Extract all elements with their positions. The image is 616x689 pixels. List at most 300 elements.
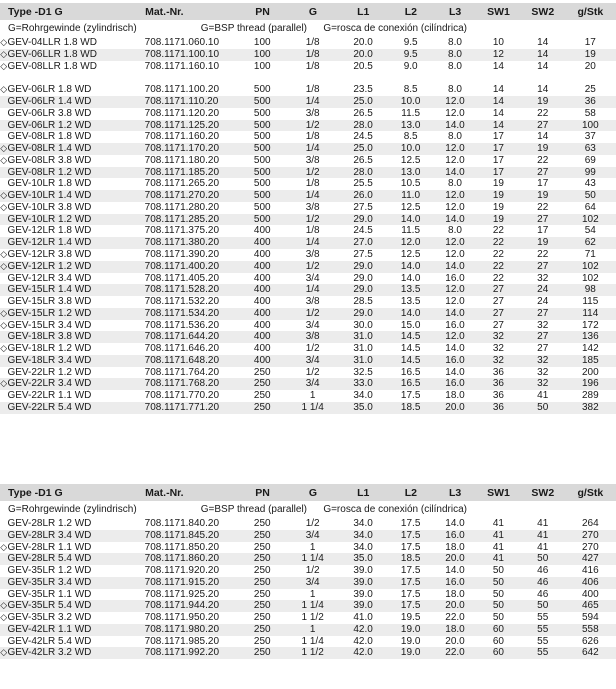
cell-sw1: 27 <box>492 307 504 319</box>
cell-l2: 17.5 <box>400 576 421 588</box>
cell-type: GEV-10LR 1.2 WD <box>7 213 92 225</box>
cell-sw2: 17 <box>537 178 549 190</box>
cell-l1: 25.0 <box>353 96 373 108</box>
cell-l1: 28.5 <box>353 296 373 308</box>
table-row <box>0 296 616 308</box>
diamond-marker-icon: ◇ <box>0 612 8 623</box>
cell-type: GEV-22LR 1.2 WD <box>7 366 92 378</box>
cell-sw2: 22 <box>537 107 549 119</box>
cell-pn: 500 <box>253 131 271 143</box>
cell-pn: 100 <box>253 60 271 72</box>
cell-g: 1 1/4 <box>301 635 324 647</box>
cell-type: GEV-15LR 3.8 WD <box>7 296 92 308</box>
cell-g: 1/8 <box>305 225 320 237</box>
cell-g-stk: 25 <box>584 84 596 96</box>
cell-sw2: 41 <box>537 518 549 529</box>
cell-mat-nr: 708.1171.528.20 <box>144 284 220 296</box>
cell-mat-nr: 708.1171.265.20 <box>144 178 220 190</box>
cell-pn: 100 <box>253 48 271 60</box>
cell-mat-nr: 708.1171.110.20 <box>144 96 219 108</box>
cell-l1: 30.0 <box>353 319 373 331</box>
cell-sw1: 27 <box>492 284 504 296</box>
cell-mat-nr: 708.1171.644.20 <box>144 331 220 343</box>
cell-sw2: 46 <box>537 588 549 600</box>
table-body-group-a <box>0 37 616 72</box>
cell-pn: 400 <box>253 249 271 261</box>
cell-sw1: 36 <box>492 378 504 390</box>
cell-type: GEV-10LR 3.8 WD <box>7 201 92 213</box>
cell-l1: 26.5 <box>353 154 373 166</box>
cell-mat-nr: 708.1171.771.20 <box>144 401 220 413</box>
cell-l1: 39.0 <box>353 565 373 577</box>
cell-g-stk: 626 <box>581 635 599 647</box>
cell-l2: 16.5 <box>400 366 421 378</box>
cell-l3: 12.0 <box>445 284 465 296</box>
cell-g-stk: 264 <box>581 518 599 529</box>
cell-l3: 12.0 <box>445 107 465 119</box>
cell-type: GEV-42LR 3.2 WD <box>7 647 92 659</box>
cell-g: 3/4 <box>305 576 320 588</box>
cell-g-stk: 100 <box>581 119 599 131</box>
cell-sw2: 27 <box>537 260 549 272</box>
cell-l2: 18.5 <box>400 553 421 565</box>
cell-l1: 31.0 <box>353 354 373 366</box>
cell-l3: 12.0 <box>445 143 465 155</box>
cell-l2: 10.0 <box>400 96 421 108</box>
diamond-marker-icon: ◇ <box>0 84 8 95</box>
table-row <box>0 178 616 190</box>
cell-g-stk: 64 <box>584 201 596 213</box>
table-header <box>0 3 616 20</box>
cell-g: 3/8 <box>305 154 320 166</box>
table-subheader <box>0 501 616 518</box>
cell-l3: 16.0 <box>445 576 465 588</box>
table-row <box>0 237 616 249</box>
cell-sw2: 32 <box>537 354 549 366</box>
diamond-marker-icon: ◇ <box>0 307 8 318</box>
cell-l1: 28.0 <box>353 119 373 131</box>
cell-l2: 14.0 <box>400 272 421 284</box>
cell-g: 1/8 <box>305 60 320 72</box>
cell-g: 1 1/2 <box>301 647 324 659</box>
cell-pn: 500 <box>253 190 271 202</box>
cell-l3: 16.0 <box>445 529 465 541</box>
cell-l1: 29.0 <box>353 307 373 319</box>
cell-l3: 14.0 <box>445 307 465 319</box>
cell-mat-nr: 708.1171.375.20 <box>144 225 220 237</box>
cell-type: GEV-28LR 1.2 WD <box>7 518 92 529</box>
cell-pn: 250 <box>253 366 271 378</box>
table-row <box>0 600 616 612</box>
cell-sw2: 27 <box>537 331 549 343</box>
cell-g-stk: 102 <box>581 213 599 225</box>
cell-l2: 8.5 <box>403 84 418 96</box>
cell-l1: 24.5 <box>353 131 373 143</box>
cell-mat-nr: 708.1171.160.20 <box>144 131 220 143</box>
cell-l3: 12.0 <box>445 96 465 108</box>
table-row <box>0 155 616 167</box>
cell-mat-nr: 708.1171.180.20 <box>144 154 220 166</box>
cell-l3: 12.0 <box>445 190 465 202</box>
cell-type: GEV-22LR 1.1 WD <box>7 390 92 402</box>
cell-l3: 8.0 <box>448 37 462 48</box>
table-body-group-b <box>0 84 616 413</box>
table-header <box>0 484 616 501</box>
cell-sw2: 24 <box>537 296 549 308</box>
cell-sw1: 50 <box>492 576 504 588</box>
cell-sw2: 50 <box>537 401 549 413</box>
cell-g-stk: 99 <box>584 166 596 178</box>
cell-l3: 18.0 <box>445 623 465 635</box>
table-row <box>0 530 616 542</box>
cell-g: 1/2 <box>305 366 320 378</box>
cell-l2: 14.0 <box>400 307 421 319</box>
cell-type: GEV-18LR 3.4 WD <box>7 354 92 366</box>
header-l1: L1 <box>357 486 370 499</box>
cell-l2: 17.5 <box>400 541 421 553</box>
cell-l1: 35.0 <box>353 401 373 413</box>
table-row <box>0 636 616 648</box>
cell-type: GEV-15LR 3.4 WD <box>7 319 92 331</box>
cell-g-stk: 115 <box>582 296 599 308</box>
cell-l1: 34.0 <box>353 518 373 529</box>
cell-l1: 27.0 <box>353 237 373 249</box>
header-sw2: SW2 <box>531 5 555 18</box>
header-l3: L3 <box>448 5 462 18</box>
cell-sw2: 19 <box>537 96 549 108</box>
cell-mat-nr: 708.1171.768.20 <box>144 378 220 390</box>
cell-sw1: 27 <box>492 296 504 308</box>
header-pn: PN <box>255 486 270 499</box>
cell-type: GEV-06LLR 1.8 WD <box>7 48 97 60</box>
cell-sw2: 32 <box>537 378 549 390</box>
cell-sw2: 46 <box>537 565 549 577</box>
cell-pn: 500 <box>253 119 271 131</box>
cell-l1: 39.0 <box>353 588 373 600</box>
cell-pn: 250 <box>253 623 271 635</box>
header-mat-nr: Mat.-Nr. <box>145 486 184 499</box>
cell-g-stk: 142 <box>581 343 599 355</box>
cell-g-stk: 270 <box>581 541 599 553</box>
table-row <box>0 308 616 320</box>
cell-sw2: 27 <box>537 166 549 178</box>
cell-mat-nr: 708.1171.646.20 <box>144 343 220 355</box>
cell-mat-nr: 708.1171.380.20 <box>144 237 220 249</box>
cell-g-stk: 69 <box>584 154 596 166</box>
cell-sw2: 27 <box>537 119 549 131</box>
cell-pn: 500 <box>253 154 271 166</box>
cell-pn: 500 <box>253 178 271 190</box>
cell-g-stk: 270 <box>581 529 599 541</box>
cell-l2: 17.5 <box>400 600 421 612</box>
cell-mat-nr: 708.1171.160.10 <box>144 60 220 72</box>
cell-pn: 500 <box>253 107 271 119</box>
cell-sw2: 55 <box>537 612 549 624</box>
cell-mat-nr: 708.1171.125.20 <box>144 119 220 131</box>
subheader-en: G=BSP thread (parallel) <box>200 23 307 34</box>
cell-sw1: 19 <box>492 201 504 213</box>
cell-mat-nr: 708.1171.100.10 <box>144 48 220 60</box>
cell-mat-nr: 708.1171.915.20 <box>144 576 220 588</box>
cell-sw2: 19 <box>537 237 549 249</box>
cell-l3: 18.0 <box>445 541 465 553</box>
cell-l3: 16.0 <box>445 378 465 390</box>
table-row <box>0 553 616 565</box>
cell-mat-nr: 708.1171.120.20 <box>144 107 220 119</box>
cell-sw1: 41 <box>492 541 504 553</box>
cell-sw2: 32 <box>537 366 549 378</box>
cell-sw1: 50 <box>492 565 504 577</box>
cell-l3: 16.0 <box>445 319 465 331</box>
cell-sw2: 22 <box>537 201 549 213</box>
cell-l3: 14.0 <box>445 343 465 355</box>
cell-l2: 14.0 <box>400 213 421 225</box>
cell-pn: 400 <box>253 272 271 284</box>
table-row <box>0 120 616 132</box>
cell-l1: 29.0 <box>353 272 373 284</box>
cell-g: 3/4 <box>305 272 320 284</box>
table-row <box>0 108 616 120</box>
subheader-de: G=Rohrgewinde (zylindrisch) <box>8 23 137 34</box>
cell-mat-nr: 708.1171.764.20 <box>144 366 220 378</box>
cell-mat-nr: 708.1171.985.20 <box>144 635 220 647</box>
cell-sw1: 19 <box>492 213 504 225</box>
cell-sw1: 60 <box>492 623 504 635</box>
cell-l3: 20.0 <box>445 635 465 647</box>
table-section-2 <box>0 484 616 659</box>
cell-l3: 8.0 <box>448 48 462 60</box>
cell-l3: 12.0 <box>445 154 465 166</box>
cell-l3: 20.0 <box>445 600 465 612</box>
diamond-marker-icon: ◇ <box>0 201 8 212</box>
cell-l3: 18.0 <box>445 390 465 402</box>
group-spacer <box>0 72 616 84</box>
cell-l1: 29.0 <box>353 260 373 272</box>
header-g: G <box>308 486 317 499</box>
cell-pn: 250 <box>253 588 271 600</box>
cell-g: 1/4 <box>305 143 320 155</box>
cell-l1: 29.0 <box>353 284 373 296</box>
cell-sw1: 10 <box>492 37 504 48</box>
cell-sw2: 14 <box>537 60 549 72</box>
cell-type: GEV-15LR 1.2 WD <box>7 307 92 319</box>
cell-l1: 39.0 <box>353 576 373 588</box>
cell-g: 1/2 <box>305 260 320 272</box>
cell-sw2: 41 <box>537 390 549 402</box>
cell-sw1: 17 <box>492 166 504 178</box>
cell-l3: 14.0 <box>445 565 465 577</box>
cell-type: GEV-18LR 1.2 WD <box>7 343 92 355</box>
cell-l2: 17.5 <box>400 518 421 529</box>
cell-type: GEV-28LR 1.1 WD <box>7 541 92 553</box>
cell-l2: 9.5 <box>403 37 418 48</box>
cell-g: 3/4 <box>305 354 320 366</box>
cell-mat-nr: 708.1171.925.20 <box>144 588 220 600</box>
cell-g-stk: 400 <box>581 588 599 600</box>
cell-sw1: 60 <box>492 635 504 647</box>
diamond-marker-icon: ◇ <box>0 319 8 330</box>
cell-pn: 400 <box>253 343 271 355</box>
cell-sw2: 55 <box>537 647 549 659</box>
cell-l3: 12.0 <box>445 237 465 249</box>
table-row <box>0 225 616 237</box>
cell-g: 1/4 <box>305 96 320 108</box>
cell-g-stk: 196 <box>581 378 599 390</box>
cell-l1: 34.0 <box>353 541 373 553</box>
cell-l1: 20.0 <box>353 48 373 60</box>
cell-g-stk: 36 <box>584 96 596 108</box>
cell-g-stk: 136 <box>581 331 599 343</box>
cell-l2: 17.5 <box>400 565 421 577</box>
cell-l3: 20.0 <box>445 401 465 413</box>
cell-l2: 19.0 <box>400 647 421 659</box>
table-subheader <box>0 20 616 37</box>
diamond-marker-icon: ◇ <box>0 48 8 59</box>
cell-sw1: 41 <box>492 529 504 541</box>
cell-l1: 26.5 <box>353 107 373 119</box>
table-row <box>0 61 616 73</box>
table-row <box>0 355 616 367</box>
cell-sw1: 14 <box>492 119 504 131</box>
cell-g-stk: 20 <box>584 60 596 72</box>
cell-sw2: 50 <box>537 600 549 612</box>
diamond-marker-icon: ◇ <box>0 343 8 354</box>
cell-l1: 42.0 <box>353 647 373 659</box>
cell-pn: 400 <box>253 296 271 308</box>
cell-mat-nr: 708.1171.390.20 <box>144 249 220 261</box>
cell-g: 1/2 <box>305 518 320 529</box>
table-row <box>0 143 616 155</box>
cell-l1: 26.0 <box>353 190 373 202</box>
cell-g: 1/8 <box>305 84 320 96</box>
cell-l1: 25.0 <box>353 143 373 155</box>
table-row <box>0 214 616 226</box>
cell-sw2: 32 <box>537 272 549 284</box>
cell-type: GEV-35LR 1.2 WD <box>7 565 92 577</box>
cell-g: 3/4 <box>305 319 320 331</box>
cell-l2: 13.5 <box>400 284 421 296</box>
cell-pn: 500 <box>253 84 271 96</box>
cell-mat-nr: 708.1171.845.20 <box>144 529 220 541</box>
cell-sw2: 27 <box>537 307 549 319</box>
cell-l1: 20.0 <box>353 37 373 48</box>
cell-g-stk: 642 <box>581 647 599 659</box>
cell-type: GEV-06LR 1.4 WD <box>7 96 92 108</box>
table-row <box>0 589 616 601</box>
table-row <box>0 131 616 143</box>
cell-l3: 8.0 <box>448 225 462 237</box>
table-row <box>0 518 616 530</box>
cell-g-stk: 558 <box>581 623 599 635</box>
diamond-marker-icon: ◇ <box>0 190 8 201</box>
diamond-marker-icon: ◇ <box>0 260 8 271</box>
cell-pn: 500 <box>253 166 271 178</box>
cell-g-stk: 406 <box>581 576 599 588</box>
cell-g-stk: 465 <box>581 600 599 612</box>
cell-l2: 18.5 <box>400 401 421 413</box>
cell-type: GEV-08LLR 1.8 WD <box>7 60 97 72</box>
cell-sw1: 41 <box>492 553 504 565</box>
cell-mat-nr: 708.1171.285.20 <box>144 213 220 225</box>
cell-l2: 14.5 <box>400 343 421 355</box>
cell-sw2: 24 <box>537 284 549 296</box>
header-l3: L3 <box>448 486 462 499</box>
cell-type: GEV-04LLR 1.8 WD <box>7 37 97 48</box>
diamond-marker-icon: ◇ <box>0 154 8 165</box>
subheader-es: G=rosca de conexión (cilíndrica) <box>323 504 467 515</box>
cell-l3: 12.0 <box>445 249 465 261</box>
cell-sw2: 46 <box>537 576 549 588</box>
cell-pn: 250 <box>253 576 271 588</box>
cell-g: 1/2 <box>305 565 320 577</box>
cell-type: GEV-15LR 1.4 WD <box>7 284 92 296</box>
cell-l3: 18.0 <box>445 588 465 600</box>
cell-g: 1/2 <box>305 343 320 355</box>
table-row <box>0 261 616 273</box>
diamond-marker-icon: ◇ <box>0 249 8 260</box>
cell-type: GEV-12LR 3.8 WD <box>7 249 92 261</box>
table-row <box>0 577 616 589</box>
cell-sw1: 50 <box>492 588 504 600</box>
cell-sw1: 14 <box>492 107 504 119</box>
cell-pn: 100 <box>253 37 271 48</box>
header-type: Type -D1 G <box>8 5 63 18</box>
cell-mat-nr: 708.1171.400.20 <box>144 260 220 272</box>
cell-g-stk: 172 <box>581 319 599 331</box>
cell-g-stk: 200 <box>581 366 599 378</box>
table-row <box>0 49 616 61</box>
cell-sw1: 50 <box>492 600 504 612</box>
table-row <box>0 542 616 554</box>
cell-l2: 12.5 <box>400 249 421 261</box>
cell-g: 1 1/4 <box>301 600 324 612</box>
cell-pn: 400 <box>253 354 271 366</box>
cell-g: 1/8 <box>305 37 320 48</box>
cell-l2: 11.5 <box>401 225 421 237</box>
cell-l2: 17.5 <box>400 390 421 402</box>
cell-l3: 22.0 <box>445 612 465 624</box>
table-row <box>0 402 616 414</box>
cell-l2: 13.0 <box>400 166 421 178</box>
cell-mat-nr: 708.1171.980.20 <box>144 623 220 635</box>
cell-pn: 250 <box>253 565 271 577</box>
cell-mat-nr: 708.1171.185.20 <box>144 166 220 178</box>
cell-l2: 11.0 <box>401 190 421 202</box>
cell-sw2: 41 <box>537 541 549 553</box>
cell-l1: 27.5 <box>353 201 373 213</box>
cell-pn: 500 <box>253 213 271 225</box>
cell-pn: 250 <box>253 635 271 647</box>
cell-l3: 14.0 <box>445 213 465 225</box>
cell-sw1: 22 <box>492 249 504 261</box>
cell-l2: 9.5 <box>403 48 418 60</box>
cell-l2: 16.5 <box>400 378 421 390</box>
cell-g-stk: 50 <box>584 190 596 202</box>
header-sw1: SW1 <box>487 486 510 499</box>
cell-mat-nr: 708.1171.060.10 <box>144 37 220 48</box>
table-row <box>0 273 616 285</box>
cell-l1: 35.0 <box>353 553 373 565</box>
header-l1: L1 <box>357 5 370 18</box>
cell-sw2: 14 <box>537 84 549 96</box>
cell-pn: 400 <box>253 225 271 237</box>
cell-g-stk: 102 <box>581 272 599 284</box>
cell-l1: 32.5 <box>353 366 373 378</box>
header-g-stk: g/Stk <box>577 486 604 499</box>
diamond-marker-icon: ◇ <box>0 60 8 71</box>
cell-sw2: 19 <box>537 190 549 202</box>
cell-mat-nr: 708.1171.170.20 <box>144 143 220 155</box>
